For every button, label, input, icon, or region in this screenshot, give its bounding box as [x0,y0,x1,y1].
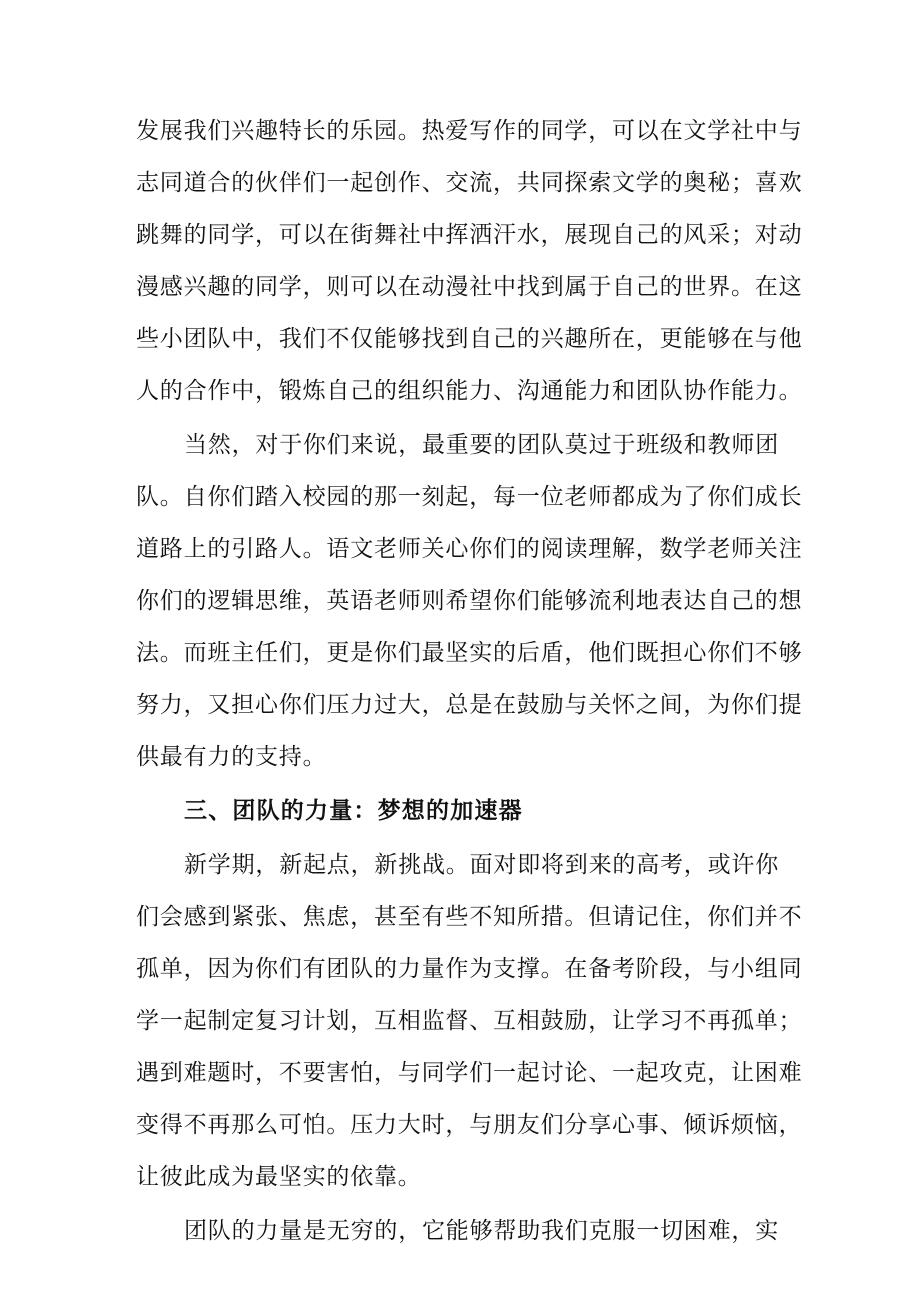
text-line: 供最有力的支持。 [136,744,327,770]
text-line: 跳舞的同学，可以在街舞社中挥洒汗水，展现自己的风采；对动 [136,222,803,248]
paragraph-first-line: 新学期，新起点，新挑战。面对即将到来的高考，或许你 [184,852,779,878]
paragraph-first-line: 当然，对于你们来说，最重要的团队莫过于班级和教师团 [184,432,779,458]
text-line: 队。自你们踏入校园的那一刻起，每一位老师都成为了你们成长 [136,484,803,510]
text-line: 道路上的引路人。语文老师关心你们的阅读理解，数学老师关注 [136,536,803,562]
text-line: 法。而班主任们，更是你们最坚实的后盾，他们既担心你们不够 [136,640,803,666]
text-line: 学一起制定复习计划，互相监督、互相鼓励，让学习不再孤单； [136,1008,803,1034]
text-line: 们会感到紧张、焦虑，甚至有些不知所措。但请记住，你们并不 [136,904,803,930]
text-line: 让彼此成为最坚实的依靠。 [136,1164,422,1190]
section-heading: 三、团队的力量：梦想的加速器 [184,797,523,824]
text-line: 你们的逻辑思维，英语老师则希望你们能够流利地表达自己的想 [136,588,803,614]
paragraph-first-line: 团队的力量是无穷的，它能够帮助我们克服一切困难，实 [184,1218,779,1244]
text-line: 漫感兴趣的同学，则可以在动漫社中找到属于自己的世界。在这 [136,274,803,300]
text-line: 些小团队中，我们不仅能够找到自己的兴趣所在，更能够在与他 [136,326,803,352]
text-line: 发展我们兴趣特长的乐园。热爱写作的同学，可以在文学社中与 [136,118,803,144]
text-line: 变得不再那么可怕。压力大时，与朋友们分享心事、倾诉烦恼， [136,1112,803,1138]
text-line: 人的合作中，锻炼自己的组织能力、沟通能力和团队协作能力。 [136,378,803,404]
text-line: 遇到难题时，不要害怕，与同学们一起讨论、一起攻克，让困难 [136,1060,803,1086]
text-line: 努力，又担心你们压力过大，总是在鼓励与关怀之间，为你们提 [136,692,803,718]
text-line: 孤单，因为你们有团队的力量作为支撑。在备考阶段，与小组同 [136,956,803,982]
text-line: 志同道合的伙伴们一起创作、交流，共同探索文学的奥秘；喜欢 [136,170,803,196]
